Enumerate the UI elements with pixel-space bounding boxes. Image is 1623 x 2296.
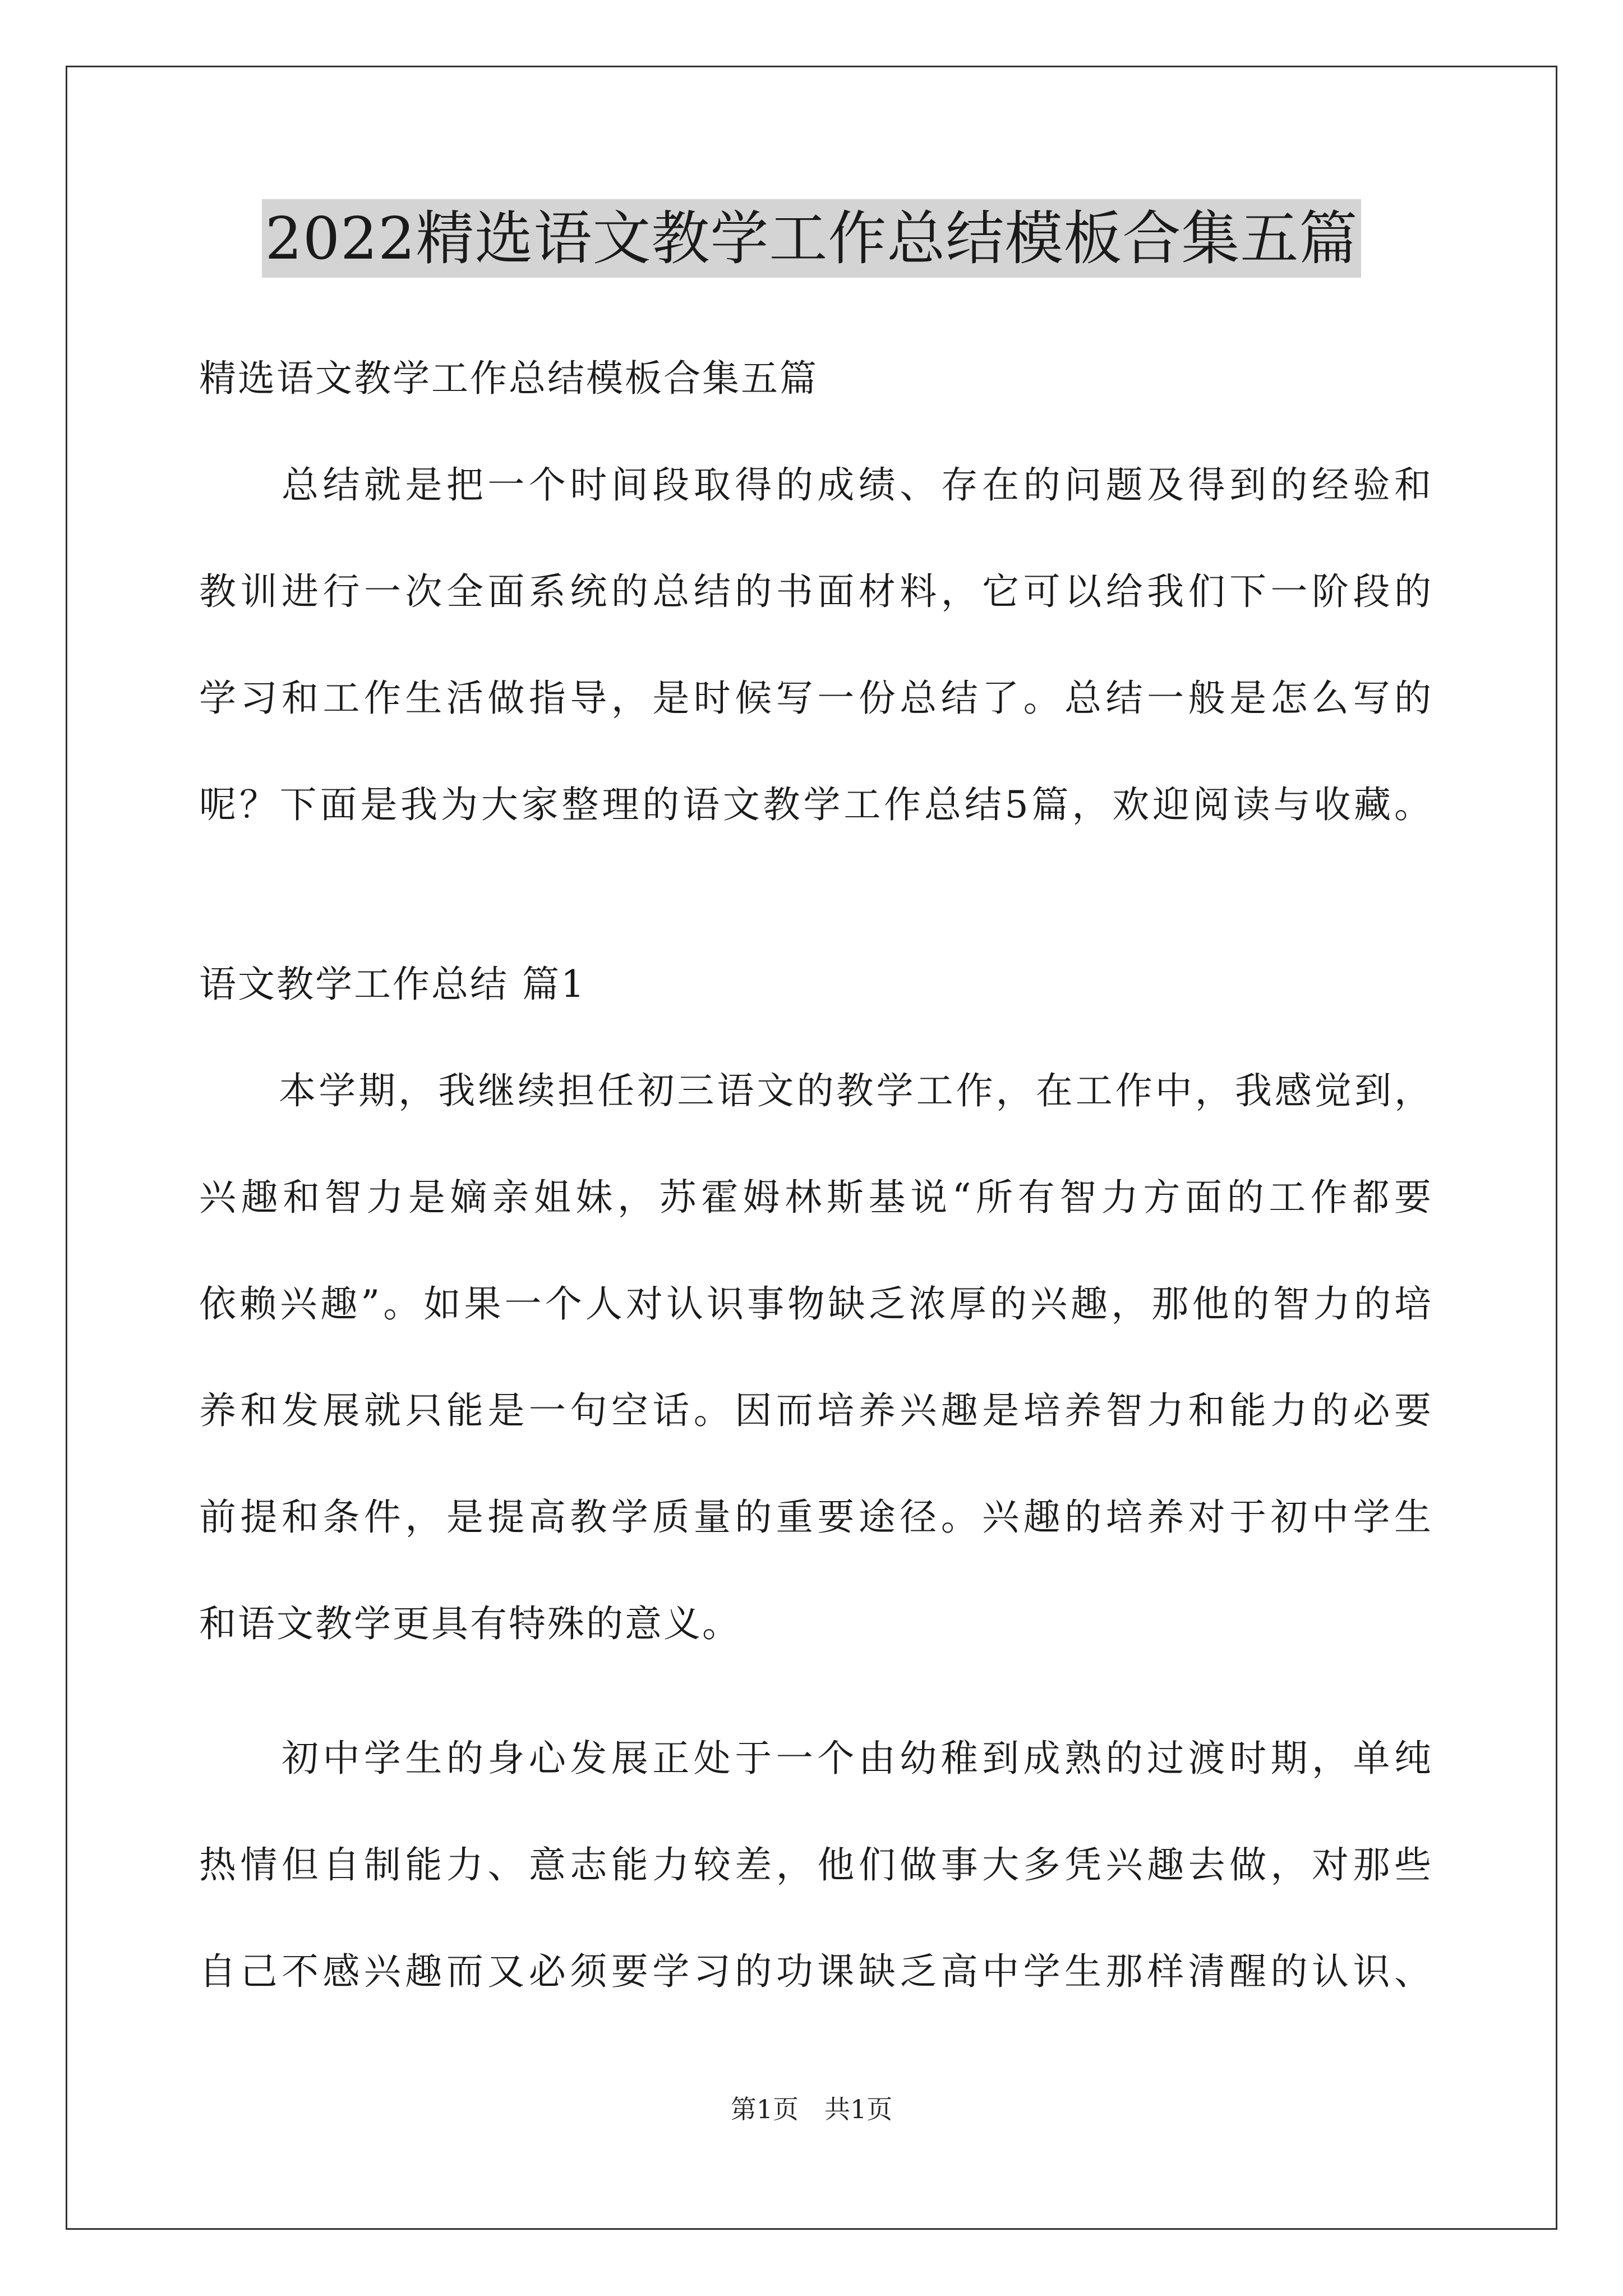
para1-line-4: 养和发展就只能是一句空话。因而培养兴趣是培养智力和能力的必要 — [199, 1389, 1433, 1432]
para1-line-6: 和语文教学更具有特殊的意义。 — [199, 1602, 741, 1645]
para2-line-1: 初中学生的身心发展正处于一个由幼稚到成熟的过渡时期，单纯 — [199, 1737, 1433, 1780]
intro-line-2: 教训进行一次全面系统的总结的书面材料，它可以给我们下一阶段的 — [199, 570, 1433, 613]
para2-line-3: 自己不感兴趣而又必须要学习的功课缺乏高中学生那样清醒的认识、 — [199, 1950, 1433, 1993]
intro-line-4: 呢？下面是我为大家整理的语文教学工作总结5篇，欢迎阅读与收藏。 — [199, 783, 1433, 826]
para1-line-5: 前提和条件，是提高教学质量的重要途径。兴趣的培养对于初中学生 — [199, 1496, 1433, 1539]
document-subtitle: 精选语文教学工作总结模板合集五篇 — [199, 357, 818, 400]
para1-line-3: 依赖兴趣”。如果一个人对认识事物缺乏浓厚的兴趣，那他的智力的培 — [199, 1282, 1433, 1326]
para1-line-2: 兴趣和智力是嫡亲姐妹，苏霍姆林斯基说“所有智力方面的工作都要 — [199, 1176, 1433, 1219]
intro-line-1: 总结就是把一个时间段取得的成绩、存在的问题及得到的经验和 — [199, 463, 1433, 507]
title-container — [0, 199, 1623, 278]
document-title: 2022精选语文教学工作总结模板合集五篇 — [262, 199, 1362, 278]
section-heading: 语文教学工作总结 篇1 — [199, 963, 586, 1006]
para1-line-1: 本学期，我继续担任初三语文的教学工作，在工作中，我感觉到， — [199, 1069, 1433, 1112]
intro-line-3: 学习和工作生活做指导，是时候写一份总结了。总结一般是怎么写的 — [199, 677, 1433, 720]
para2-line-2: 热情但自制能力、意志能力较差，他们做事大多凭兴趣去做，对那些 — [199, 1843, 1433, 1887]
page-footer: 第1页 共1页 — [730, 2094, 893, 2124]
